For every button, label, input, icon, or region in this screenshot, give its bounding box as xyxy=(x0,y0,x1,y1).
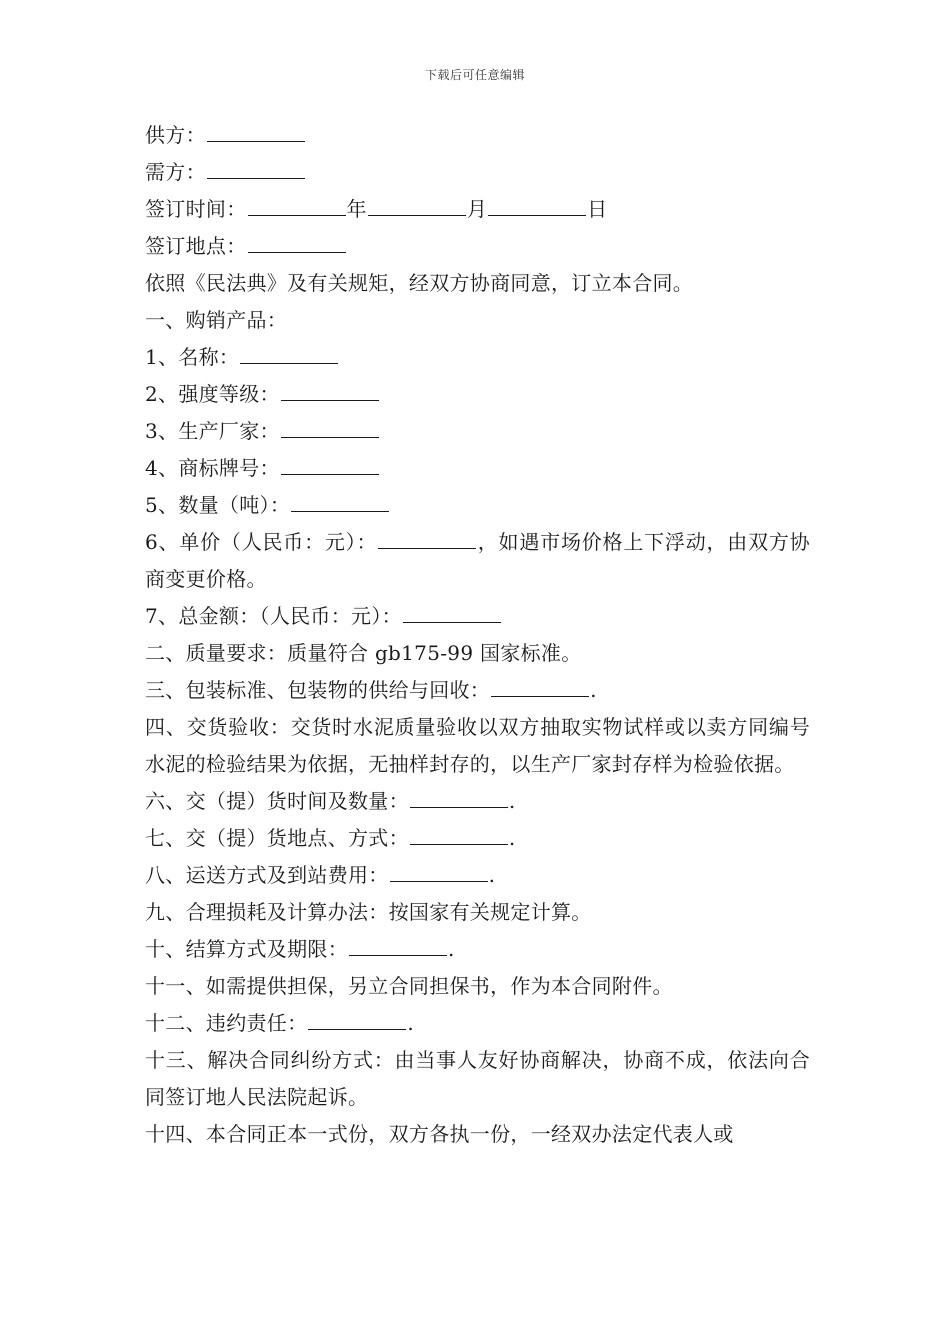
item-1-blank[interactable] xyxy=(240,343,338,364)
section-6-line xyxy=(145,783,810,820)
sign-time-line xyxy=(145,191,810,228)
item-7-label: 7、总金额：（人民币：元）： xyxy=(145,604,402,628)
section-6-period: . xyxy=(508,789,516,813)
supplier-label: 供方： xyxy=(145,123,206,147)
item-6-text: ，如遇市场价格上下浮动，由双方协商变更价格。 xyxy=(145,530,810,591)
section-3-period: . xyxy=(590,678,597,702)
section-13-paragraph: 十三、解决合同纠纷方式：由当事人友好协商解决，协商不成，依法向合同签订地人民法院起诉。 xyxy=(145,1048,810,1109)
item-3-blank[interactable] xyxy=(281,417,379,438)
section-12-line xyxy=(145,1005,810,1042)
section-6-label: 六、交（提）货时间及数量： xyxy=(145,789,409,813)
section-8-line xyxy=(145,857,810,894)
section-8-label: 八、运送方式及到站费用： xyxy=(145,863,389,887)
item-2-label: 2、强度等级： xyxy=(145,382,280,406)
section-1-title: 一、购销产品： xyxy=(145,308,288,332)
item-5-line xyxy=(145,487,810,524)
item-5-label: 5、数量（吨）： xyxy=(145,493,291,517)
item-2-line xyxy=(145,376,810,413)
item-3-line xyxy=(145,413,810,450)
section-7-line xyxy=(145,820,810,857)
section-12-blank[interactable] xyxy=(308,1009,406,1030)
item-3-label: 3、生产厂家： xyxy=(145,419,280,443)
month-blank[interactable] xyxy=(368,195,466,216)
section-9: 九、合理损耗及计算办法：按国家有关规定计算。 xyxy=(145,900,592,924)
section-3-blank[interactable] xyxy=(491,676,589,697)
item-6-blank[interactable] xyxy=(378,528,476,549)
section-6-blank[interactable] xyxy=(410,787,508,808)
section-10-period: . xyxy=(448,937,455,961)
item-7-line xyxy=(145,598,810,635)
section-10-line xyxy=(145,931,810,968)
section-12-period: . xyxy=(407,1011,415,1035)
intro-line: 依照《民法典》及有关规矩，经双方协商同意，订立本合同。 xyxy=(145,271,694,295)
section-11: 十一、如需提供担保，另立合同担保书，作为本合同附件。 xyxy=(145,974,673,998)
sign-place-line xyxy=(145,228,810,265)
header-note: 下载后可任意编辑 xyxy=(424,68,525,82)
item-2-blank[interactable] xyxy=(281,380,379,401)
section-7-period: . xyxy=(508,826,516,850)
section-10-blank[interactable] xyxy=(349,935,447,956)
section-12-label: 十二、违约责任： xyxy=(145,1011,308,1035)
section-8-period: . xyxy=(488,863,496,887)
item-4-blank[interactable] xyxy=(281,454,379,475)
sign-time-label: 签订时间： xyxy=(145,197,247,221)
sign-place-label: 签订地点： xyxy=(145,234,247,258)
buyer-line xyxy=(145,154,810,191)
year-label: 年 xyxy=(346,197,367,221)
section-3-label: 三、包装标准、包装物的供给与回收： xyxy=(145,678,491,702)
item-4-label: 4、商标牌号： xyxy=(145,456,280,480)
section-3-line xyxy=(145,672,810,709)
day-label: 日 xyxy=(587,197,608,221)
item-1-label: 1、名称： xyxy=(145,345,240,369)
section-7-label: 七、交（提）货地点、方式： xyxy=(145,826,409,850)
item-1-line xyxy=(145,339,810,376)
item-7-blank[interactable] xyxy=(403,602,501,623)
supplier-line xyxy=(145,117,810,154)
item-5-blank[interactable] xyxy=(291,491,389,512)
item-6-paragraph xyxy=(145,524,810,598)
section-8-blank[interactable] xyxy=(390,861,488,882)
sign-place-blank[interactable] xyxy=(248,232,346,253)
supplier-blank[interactable] xyxy=(207,121,305,142)
contract-body xyxy=(145,117,810,1153)
section-7-blank[interactable] xyxy=(410,824,508,845)
day-blank[interactable] xyxy=(488,195,586,216)
buyer-blank[interactable] xyxy=(207,158,305,179)
month-label: 月 xyxy=(466,197,488,221)
section-2: 二、质量要求：质量符合 gb175-99 国家标准。 xyxy=(145,641,582,665)
item-4-line xyxy=(145,450,810,487)
section-14-line: 十四、本合同正本一式份，双方各执一份，一经双办法定代表人或 xyxy=(145,1122,734,1146)
year-blank[interactable] xyxy=(248,195,346,216)
item-6-label: 6、单价（人民币：元）： xyxy=(145,530,378,554)
buyer-label: 需方： xyxy=(145,160,206,184)
section-10-label: 十、结算方式及期限： xyxy=(145,937,348,961)
section-4-paragraph: 四、交货验收：交货时水泥质量验收以双方抽取实物试样或以卖方同编号水泥的检验结果为依据，无抽样封存的，以生产厂家封存样为检验依据。 xyxy=(145,715,810,776)
